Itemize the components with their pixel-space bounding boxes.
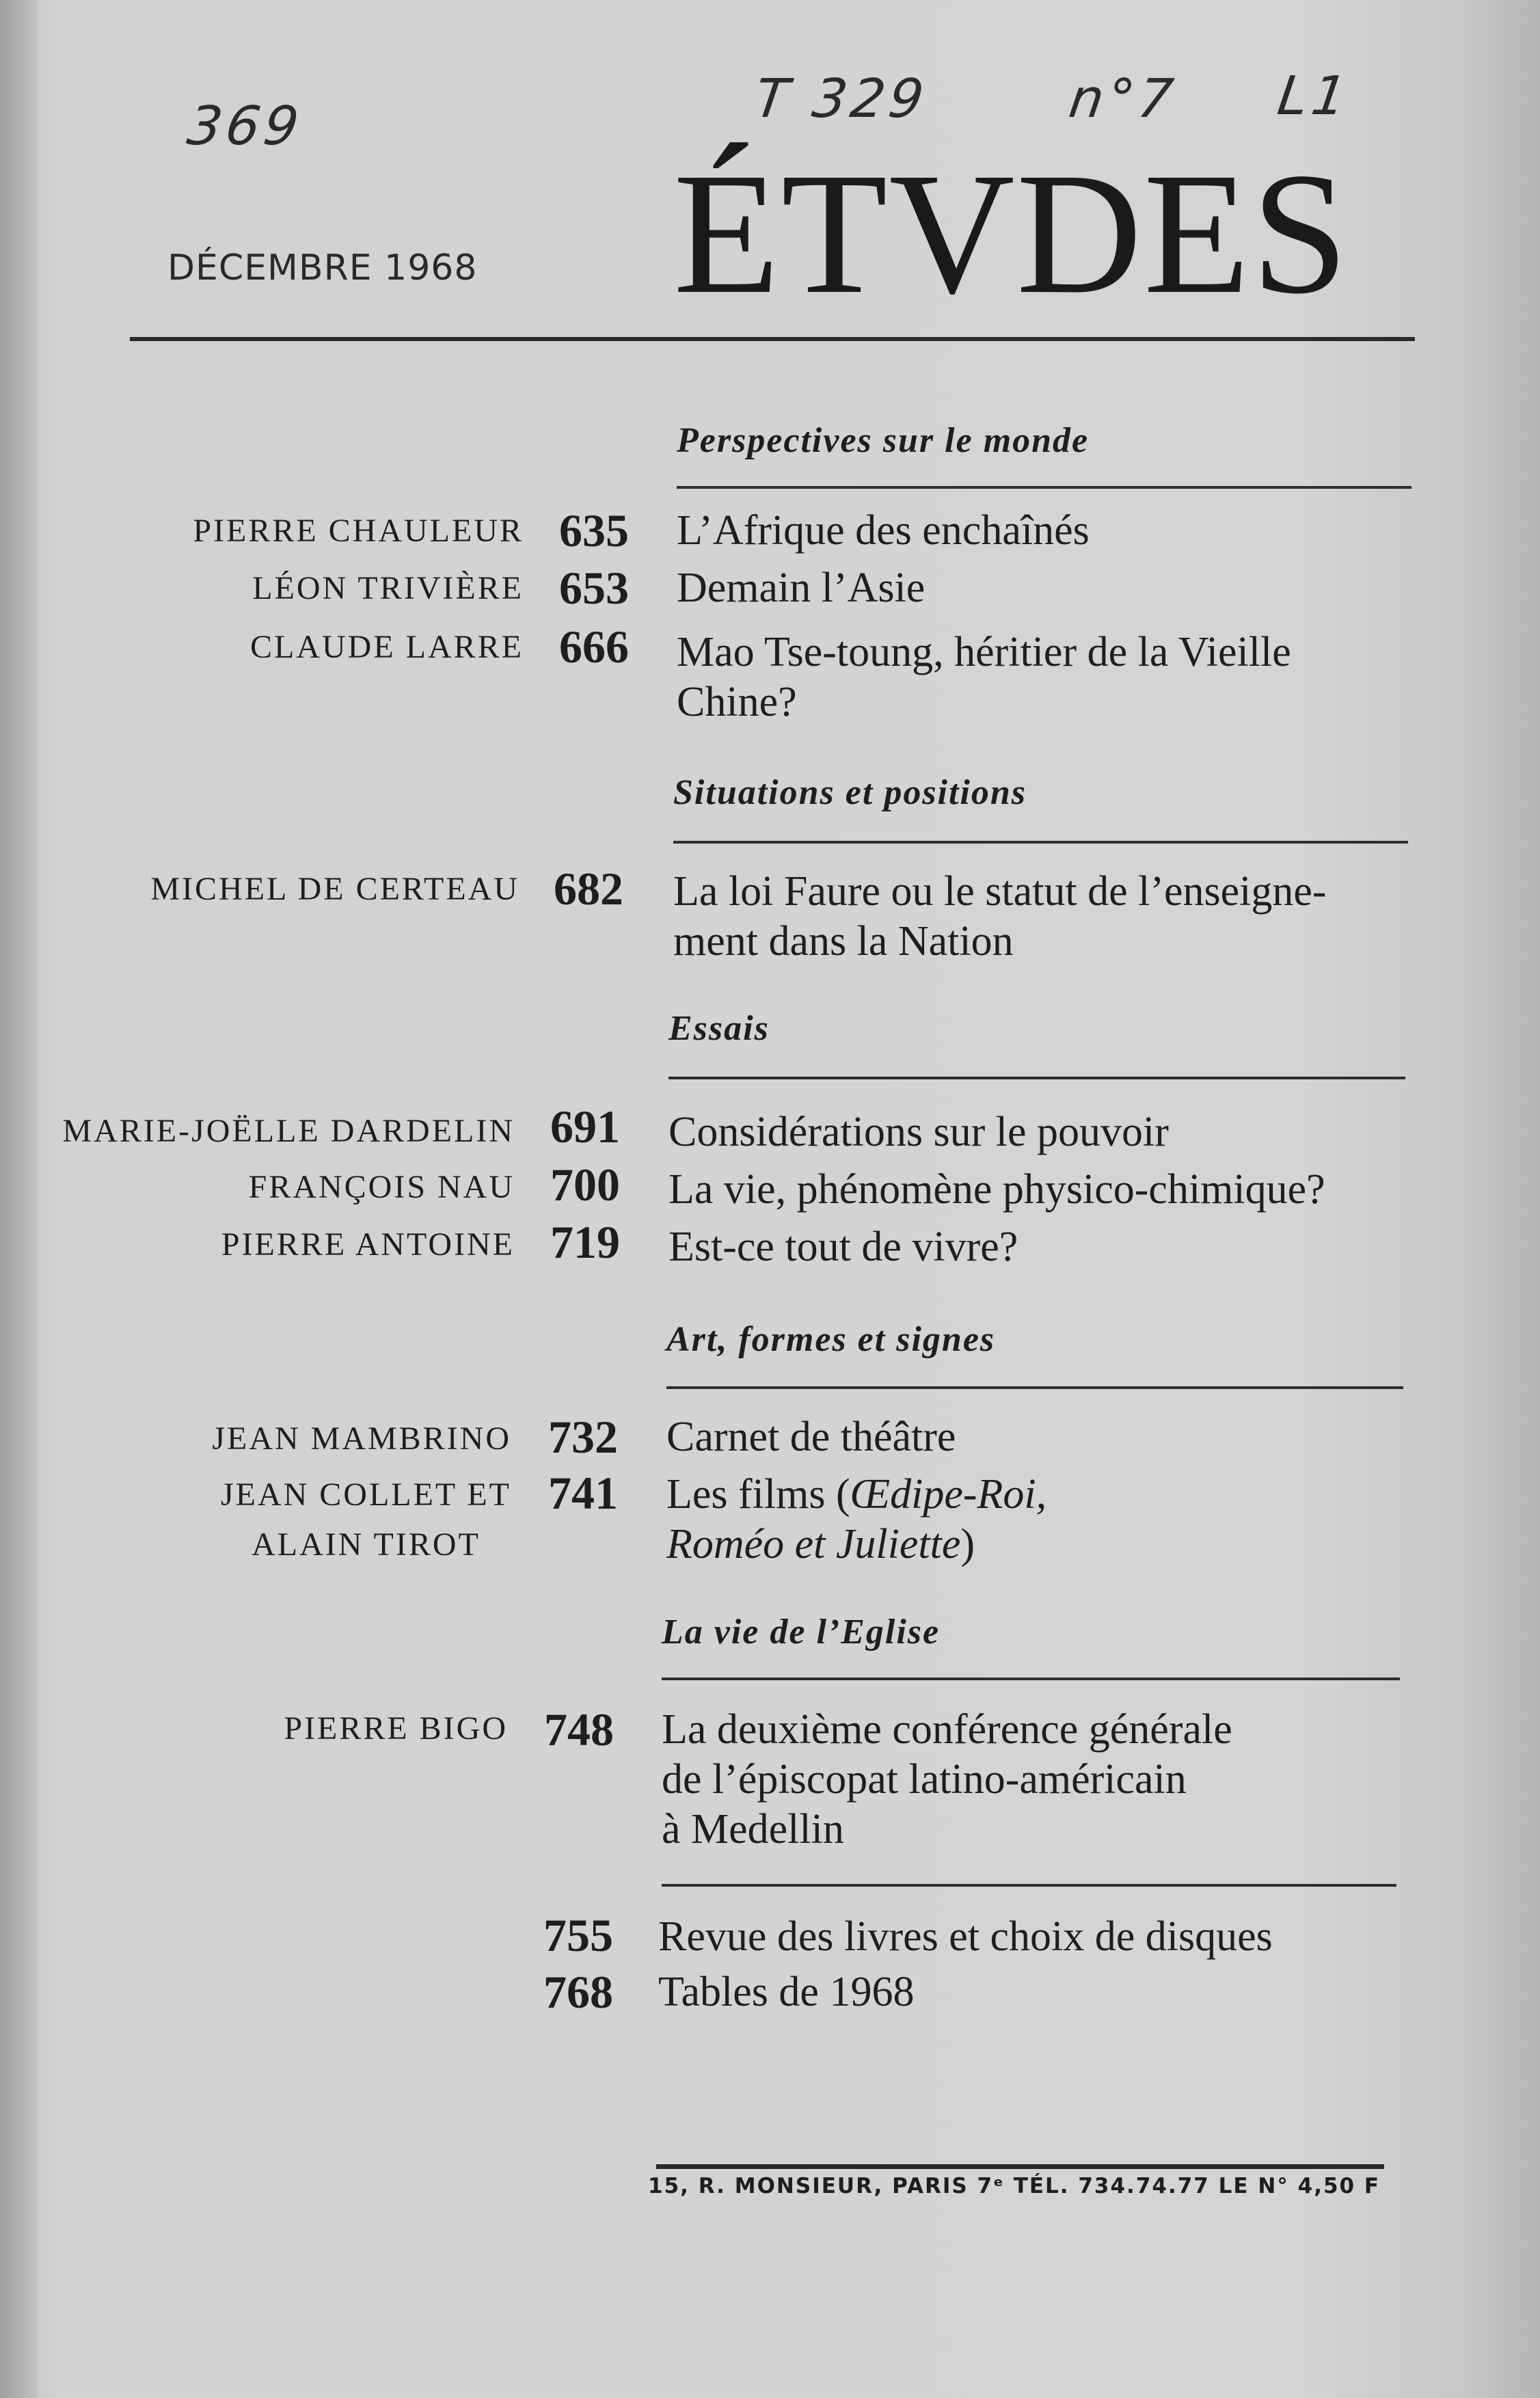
toc-page-number: 691: [550, 1101, 620, 1153]
footer-rule: [656, 2164, 1384, 2169]
title-line: [666, 1520, 1046, 1570]
title-text: Les films (: [666, 1471, 850, 1518]
toc-page-number: 748: [544, 1703, 614, 1755]
title-line: [666, 1470, 1046, 1520]
section-rule: [677, 486, 1411, 489]
toc-page-number: 768: [543, 1966, 613, 2018]
toc-author: JEAN MAMBRINO: [212, 1420, 511, 1457]
toc-article-title: [662, 1705, 1232, 1855]
toc-author: FRANÇOIS NAU: [248, 1169, 515, 1205]
section-heading-situations: Situations et positions: [673, 773, 1027, 812]
handwritten-volume: L1: [1273, 66, 1355, 127]
author-line: ALAIN TIROT: [252, 1526, 481, 1563]
toc-author: MICHEL DE CERTEAU: [150, 871, 519, 907]
section-heading-essais: Essais: [668, 1009, 770, 1048]
toc-article-title: Est-ce tout de vivre?: [668, 1224, 1018, 1270]
toc-author: MARIE-JOËLLE DARDELIN: [62, 1113, 515, 1149]
toc-article-title: Carnet de théâtre: [666, 1414, 956, 1460]
toc-page-number: 755: [543, 1909, 613, 1961]
toc-article-title: Considérations sur le pouvoir: [668, 1109, 1169, 1155]
title-line: La loi Faure ou le statut de l’enseigne-: [673, 868, 1327, 915]
toc-page-number: 666: [559, 621, 629, 673]
section-heading-perspectives: Perspectives sur le monde: [677, 421, 1090, 460]
toc-article-title: [677, 628, 1291, 727]
title-line: de l’épiscopat latino-américain: [662, 1756, 1187, 1803]
title-text: ): [960, 1521, 975, 1567]
journal-title: ÉTVDES: [673, 137, 1350, 330]
handwritten-issue-number: n°7: [1065, 68, 1181, 130]
author-line: JEAN COLLET ET: [220, 1477, 511, 1513]
section-rule: [666, 1386, 1403, 1389]
title-line: à Medellin: [662, 1806, 844, 1853]
issue-date: DÉCEMBRE 1968: [167, 247, 478, 288]
section-rule: [673, 841, 1408, 844]
toc-page-number: 682: [554, 863, 623, 915]
toc-article-title: L’Afrique des enchaînés: [677, 507, 1090, 554]
toc-author: [221, 1470, 511, 1570]
toc-author: PIERRE BIGO: [284, 1710, 508, 1747]
binding-edge: [0, 0, 38, 2398]
title-line: ment dans la Nation: [673, 918, 1014, 965]
toc-page-number: 741: [548, 1467, 618, 1519]
closing-rule: [662, 1884, 1396, 1887]
toc-page-number: 732: [548, 1411, 618, 1463]
header-rule: [130, 337, 1415, 341]
section-heading-art: Art, formes et signes: [666, 1320, 996, 1359]
toc-article-title: [673, 867, 1327, 967]
toc-author: PIERRE CHAULEUR: [193, 513, 524, 549]
handwritten-shelfmark: T 329: [751, 68, 932, 130]
toc-author: PIERRE ANTOINE: [221, 1226, 515, 1263]
film-title: Œdipe-Roi,: [850, 1471, 1047, 1518]
toc-page-number: 635: [559, 504, 629, 556]
title-line: Chine?: [677, 679, 797, 725]
toc-article-title: Revue des livres et choix de disques: [658, 1913, 1273, 1960]
toc-article-title: [666, 1470, 1046, 1570]
toc-page-number: 653: [559, 562, 629, 614]
publisher-address: 15, R. MONSIEUR, PARIS 7ᵉ TÉL. 734.74.77 LE N° 4,50 F: [648, 2174, 1381, 2198]
section-heading-eglise: La vie de l’Eglise: [662, 1613, 941, 1652]
title-line: La deuxième conférence générale: [662, 1706, 1232, 1753]
toc-page-number: 719: [550, 1216, 620, 1268]
toc-page-number: 700: [550, 1159, 620, 1211]
handwritten-number: 369: [183, 96, 307, 157]
section-rule: [662, 1678, 1400, 1680]
film-title: Roméo et Juliette: [666, 1521, 961, 1567]
toc-article-title: Demain l’Asie: [677, 565, 926, 611]
toc-author: LÉON TRIVIÈRE: [252, 570, 524, 606]
toc-article-title: Tables de 1968: [658, 1969, 915, 2015]
title-line: Mao Tse-toung, héritier de la Vieille: [677, 629, 1291, 675]
toc-author: CLAUDE LARRE: [250, 629, 524, 665]
toc-article-title: La vie, phénomène physico-chimique?: [668, 1166, 1325, 1213]
section-rule: [668, 1077, 1405, 1079]
